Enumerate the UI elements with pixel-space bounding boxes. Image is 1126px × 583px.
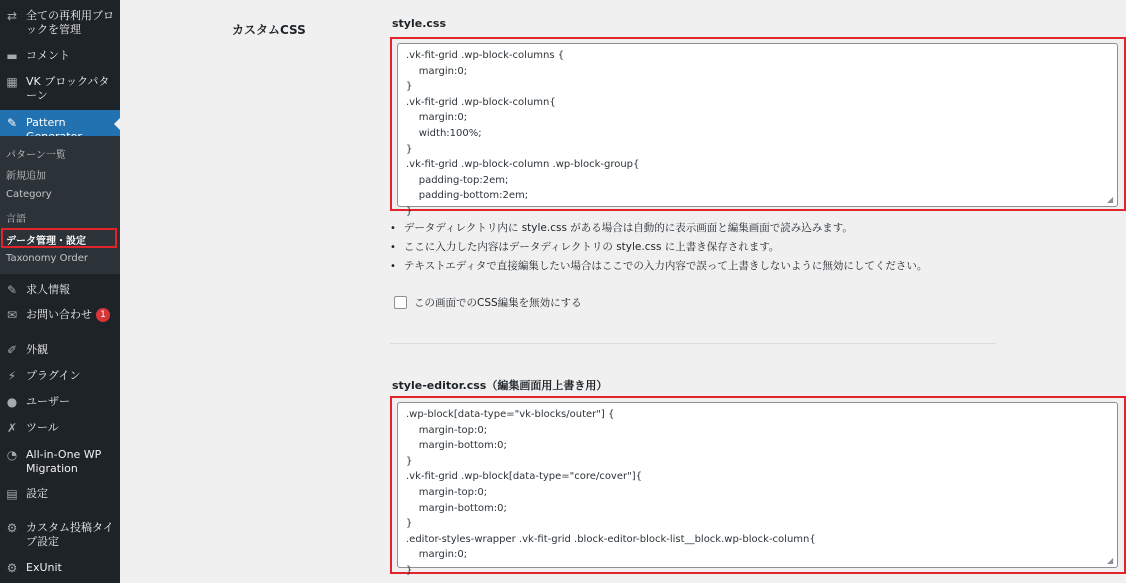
disable-css-edit-option[interactable]	[394, 295, 582, 310]
pin-icon: ✎	[6, 116, 18, 130]
menu-all-in-one-migration[interactable]: ◔ All-in-One WP Migration	[0, 448, 116, 476]
submenu-language[interactable]: 言語	[6, 214, 26, 225]
mail-icon: ✉	[6, 308, 18, 322]
menu-pattern-generator[interactable]: ✎ Pattern	[0, 110, 120, 136]
appearance-icon: ✐	[6, 343, 18, 357]
settings-icon: ▤	[6, 487, 18, 501]
style-css-code[interactable]: .vk-fit-grid .wp-block-columns { margin:0; } .vk-fit-grid .wp-block-column{ margin:0; width:100%; } .vk-fit-grid .wp-block-column .wp-block-group{ padding-top:2em; padding-bottom:2em; }	[406, 50, 640, 217]
user-icon: ●	[6, 395, 18, 409]
style-editor-css-textarea[interactable]	[397, 402, 1118, 576]
custom-css-row-label: カスタムCSS	[232, 23, 306, 37]
gear-icon: ⚙	[6, 561, 18, 575]
notification-badge: 1	[96, 308, 110, 322]
submenu-taxonomy-order[interactable]: Taxonomy Order	[6, 253, 89, 264]
pattern-generator-submenu	[0, 136, 120, 274]
style-editor-css-title: style-editor.css（編集画面用上書き用）	[392, 379, 608, 392]
disable-css-edit-checkbox[interactable]	[394, 296, 407, 309]
menu-vk-block-patterns[interactable]: ▦ VK ブロックパターン	[0, 75, 120, 103]
menu-users[interactable]: ● ユーザー	[0, 395, 120, 409]
menu-appearance[interactable]: ✐ 外観	[0, 343, 120, 357]
menu-custom-post-types[interactable]: ⚙ カスタム投稿タイプ設定	[0, 521, 116, 549]
menu-reusable-blocks[interactable]: ⇄ 全ての再利用ブロックを管理	[0, 9, 120, 37]
block-pattern-icon: ▦	[6, 75, 18, 89]
section-divider	[390, 343, 996, 344]
comment-icon: ▬	[6, 49, 18, 63]
style-css-title: style.css	[392, 17, 447, 30]
plugin-icon: ⚡	[7, 369, 17, 383]
list-item: • ここに入力した内容はデータディレクトリの style.css に上書き保存されます。	[390, 238, 927, 257]
list-item: • テキストエディタで直接編集したい場合はここでの入力内容で誤って上書きしないように無効にしてください。	[390, 257, 927, 276]
menu-exunit[interactable]: ⚙ ExUnit	[0, 561, 120, 575]
menu-tools[interactable]: ✗ ツール	[0, 421, 120, 435]
menu-settings[interactable]: ▤ 設定	[0, 487, 120, 501]
submenu-highlight-outline	[1, 228, 117, 248]
menu-comments[interactable]: ▬ コメント	[0, 49, 120, 63]
pin-icon: ✎	[6, 283, 18, 297]
admin-sidebar	[0, 0, 120, 583]
style-css-textarea[interactable]	[397, 43, 1118, 217]
submenu-data-settings[interactable]: データ管理・設定	[6, 236, 86, 247]
menu-plugins[interactable]: ⚡ プラグイン	[0, 369, 120, 383]
tool-icon: ✗	[6, 421, 18, 435]
settings-main	[120, 0, 1114, 583]
style-editor-css-code[interactable]: .wp-block[data-type="vk-blocks/outer"] { margin-top:0; margin-bottom:0; } .vk-fit-grid .wp-block[data-type="core/cover"]{ margin-top:0; margin-bottom:0; } .editor-styles-wrapper .vk-fit-grid .block-editor-block-list__block.wp-block-column{ margin:0; }	[406, 409, 816, 576]
reusable-blocks-icon: ⇄	[6, 9, 18, 23]
gear-icon: ⚙	[6, 521, 18, 535]
submenu-add-new[interactable]: 新規追加	[6, 171, 46, 182]
menu-job-info[interactable]: ✎ 求人情報	[0, 283, 120, 297]
list-item: • データディレクトリ内に style.css がある場合は自動的に表示画面と編集画面で読み込みます。	[390, 219, 927, 238]
resize-handle-icon[interactable]: ◢	[1107, 556, 1114, 565]
menu-contact[interactable]: ✉ お問い合わせ 1	[0, 308, 120, 322]
migration-icon: ◔	[6, 448, 18, 462]
css-notes-list	[390, 219, 927, 276]
disable-css-edit-label[interactable]: この画面でのCSS編集を無効にする	[414, 297, 582, 309]
submenu-category[interactable]: Category	[6, 189, 52, 200]
resize-handle-icon[interactable]: ◢	[1107, 195, 1114, 204]
submenu-pattern-list[interactable]: パターン一覧	[6, 150, 66, 161]
